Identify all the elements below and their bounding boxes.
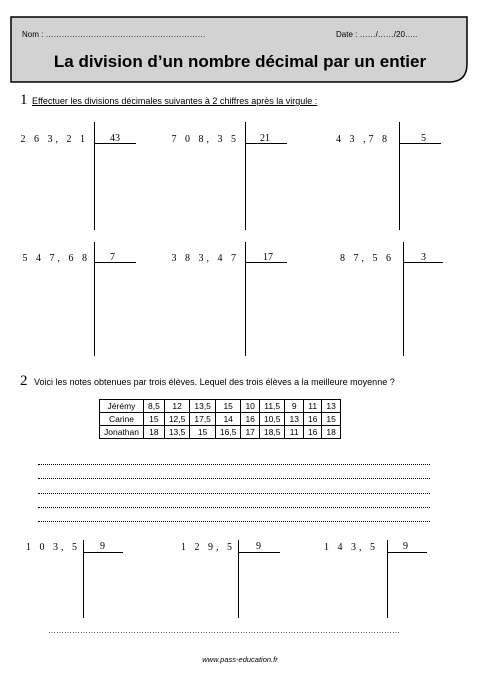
grade-cell: 15	[215, 400, 241, 413]
name-field: Nom : ……………………………………………………	[22, 30, 206, 39]
grade-cell: 15	[143, 413, 164, 426]
dividend: 4 3 ,7 8	[336, 134, 390, 145]
answer-line[interactable]	[38, 506, 430, 508]
divisor: 9	[256, 541, 261, 552]
exercise-2-number: 2	[20, 373, 28, 389]
division-bar	[94, 122, 95, 230]
dividend: 8 7, 5 6	[340, 253, 394, 264]
grade-cell: 16	[241, 413, 259, 426]
student-name: Jonathan	[100, 426, 144, 439]
table-row	[100, 400, 341, 413]
page-title: La division d’un nombre décimal par un entier	[53, 52, 427, 71]
grades-table	[99, 399, 341, 439]
grade-cell: 17	[241, 426, 259, 439]
divisor-line	[238, 552, 280, 553]
divisor-line	[387, 552, 427, 553]
grade-cell: 14	[215, 413, 241, 426]
exercise-1-instruction: Effectuer les divisions décimales suivantes à 2 chiffres après la virgule :	[32, 96, 318, 106]
answer-line[interactable]	[38, 520, 430, 522]
grade-cell: 13	[322, 400, 340, 413]
grade-cell: 11,5	[259, 400, 285, 413]
grade-cell: 18	[322, 426, 340, 439]
final-answer-line[interactable]: ……………………………………………………………………………………………………………………	[48, 626, 400, 635]
grade-cell: 15	[322, 413, 340, 426]
grade-cell: 15	[190, 426, 216, 439]
divisor-line	[94, 262, 136, 263]
dividend: 5 4 7, 6 8	[22, 253, 90, 264]
dividend: 3 8 3, 4 7	[171, 253, 239, 264]
division-bar	[94, 242, 95, 356]
dividend: 2 6 3, 2 1	[20, 134, 88, 145]
divisor: 5	[421, 133, 426, 144]
divisor-line	[83, 552, 123, 553]
divisor-line	[399, 143, 441, 144]
grade-cell: 11	[303, 400, 321, 413]
division-bar	[245, 122, 246, 230]
grade-cell: 17,5	[190, 413, 216, 426]
exercise-1-number: 1	[20, 92, 28, 108]
student-name: Carine	[100, 413, 144, 426]
divisor: 7	[110, 252, 115, 263]
grade-cell: 12,5	[164, 413, 190, 426]
date-field: Date : ……/……/20…..	[336, 30, 418, 39]
divisor: 21	[260, 133, 270, 144]
grade-cell: 9	[285, 400, 303, 413]
grade-cell: 16	[303, 413, 321, 426]
division-bar	[399, 122, 400, 230]
divisor: 17	[263, 252, 273, 263]
grade-cell: 12	[164, 400, 190, 413]
grade-cell: 10,5	[259, 413, 285, 426]
exercise-2-question: Voici les notes obtenues par trois élèves. Lequel des trois élèves a la meilleure moyenne ?	[34, 377, 395, 387]
divisor: 9	[100, 541, 105, 552]
grade-cell: 16	[303, 426, 321, 439]
footer-website: www.pass-education.fr	[202, 655, 278, 664]
answer-line[interactable]	[38, 492, 430, 494]
header-banner	[10, 16, 468, 84]
divisor: 43	[110, 133, 120, 144]
table-row	[100, 413, 341, 426]
dividend: 7 0 8, 3 5	[171, 134, 239, 145]
grade-cell: 18,5	[259, 426, 285, 439]
divisor: 3	[421, 252, 426, 263]
grade-cell: 18	[143, 426, 164, 439]
grade-cell: 10	[241, 400, 259, 413]
answer-line[interactable]	[38, 477, 430, 479]
student-name: Jérémy	[100, 400, 144, 413]
dividend: 1 2 9, 5	[181, 542, 235, 553]
dividend: 1 4 3, 5	[324, 542, 378, 553]
grade-cell: 16,5	[215, 426, 241, 439]
answer-line[interactable]	[38, 463, 430, 465]
grade-cell: 13	[285, 413, 303, 426]
dividend: 1 0 3, 5	[26, 542, 80, 553]
grade-cell: 13,5	[164, 426, 190, 439]
division-bar	[245, 242, 246, 356]
grade-cell: 8,5	[143, 400, 164, 413]
table-row	[100, 426, 341, 439]
grade-cell: 11	[285, 426, 303, 439]
grade-cell: 13,5	[190, 400, 216, 413]
divisor: 9	[403, 541, 408, 552]
header-banner-shape	[10, 16, 468, 84]
division-bar	[403, 242, 404, 356]
